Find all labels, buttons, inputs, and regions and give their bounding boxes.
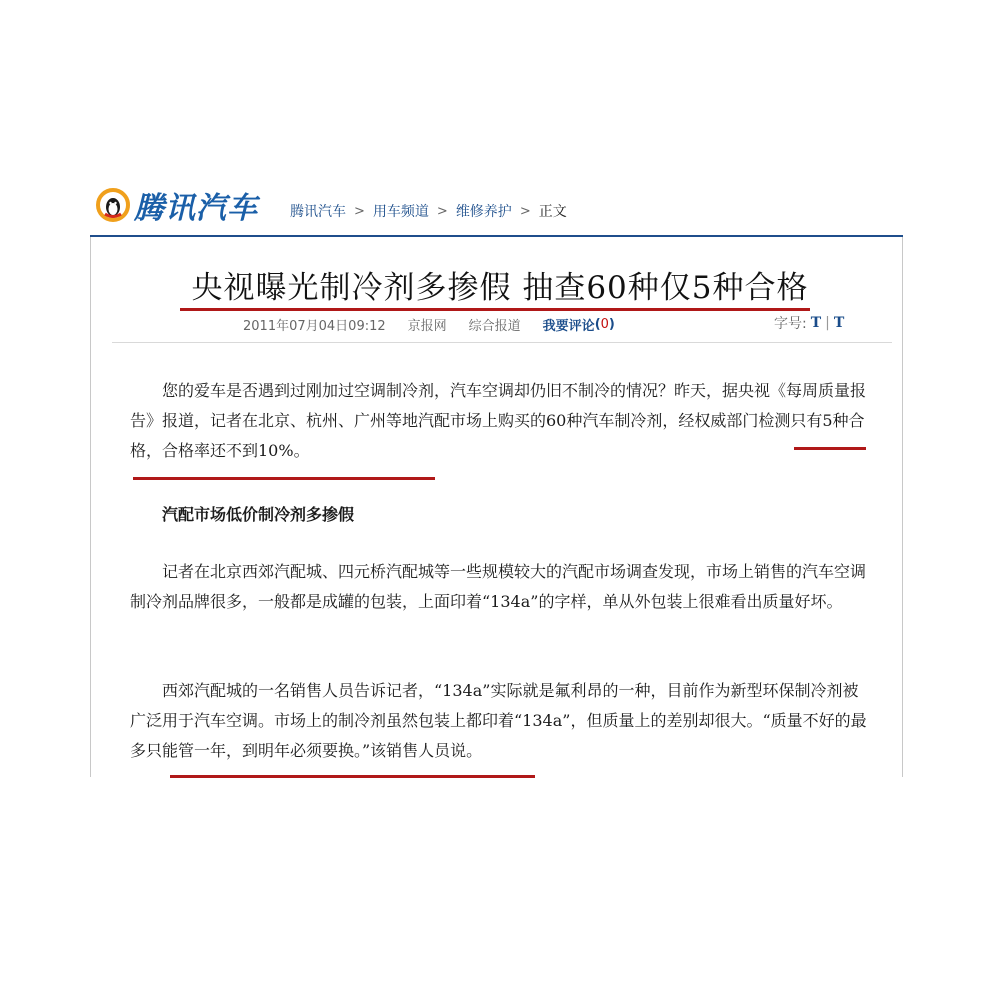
comment-paren-open: (: [594, 317, 601, 332]
qq-penguin-icon: [96, 188, 130, 222]
font-size-label: 字号:: [774, 316, 807, 332]
comment-count[interactable]: 0: [600, 317, 609, 332]
section-subheading: 汽配市场低价制冷剂多掺假: [162, 505, 355, 524]
breadcrumb-separator: >: [436, 203, 448, 219]
article-meta: [243, 315, 615, 334]
font-size-control: [774, 313, 848, 333]
breadcrumb-current: 正文: [538, 204, 567, 220]
content-border-right: [902, 237, 903, 777]
logo-text: 腾讯汽车: [134, 191, 258, 226]
paragraph-market-survey: 记者在北京西郊汽配城、四元桥汽配城等一些规模较大的汽配市场调查发现，市场上销售的汽车空调制冷剂品牌很多，一般都是成罐的包装，上面印着“134a”的字样，单从外包装上很难看出质量好坏。: [130, 562, 867, 611]
article-title: 央视曝光制冷剂多掺假 抽查60种仅5种合格: [191, 270, 809, 306]
paragraph-intro: 您的爱车是否遇到过刚加过空调制冷剂，汽车空调却仍旧不制冷的情况？昨天，据央视《每周质量报告》报道，记者在北京、杭州、广州等地汽配市场上购买的60种汽车制冷剂，经权威部门检测只有5种合格，合格率还不到10%。: [130, 381, 867, 460]
font-small-button[interactable]: T: [833, 315, 845, 331]
font-size-divider: |: [825, 315, 830, 331]
title-highlight-underline: [180, 308, 810, 311]
comment-paren-close: ): [608, 317, 615, 332]
font-large-button[interactable]: T: [810, 315, 822, 331]
breadcrumb-item-maintenance[interactable]: 维修养护: [455, 204, 512, 220]
article-source: 京报网: [407, 319, 447, 334]
comment-link[interactable]: 我要评论: [542, 319, 595, 334]
paragraph-salesperson-quote: 西郊汽配城的一名销售人员告诉记者，“134a”实际就是氟利昂的一种，目前作为新型环保制冷剂被广泛用于汽车空调。市场上的制冷剂虽然包装上都印着“134a”，但质量上的差别却很大。“质量不好的最多只能管一年，到明年必须要换。”该销售人员说。: [130, 681, 867, 760]
highlight-underline: [170, 775, 535, 778]
highlight-underline: [133, 477, 435, 480]
breadcrumb-separator: >: [354, 203, 365, 219]
breadcrumb-item-car-channel[interactable]: 用车频道: [372, 204, 429, 220]
article-date: 2011年07月04日09:12: [243, 319, 386, 334]
breadcrumb-separator: >: [519, 203, 531, 219]
header-divider: [90, 235, 903, 237]
content-border-left: [90, 237, 91, 777]
breadcrumb: [290, 201, 567, 221]
highlight-underline: [794, 447, 866, 450]
breadcrumb-item-tencent-auto[interactable]: 腾讯汽车: [290, 204, 346, 220]
article-category: 综合报道: [468, 319, 521, 334]
meta-divider: [112, 342, 892, 343]
site-logo[interactable]: [96, 183, 258, 227]
